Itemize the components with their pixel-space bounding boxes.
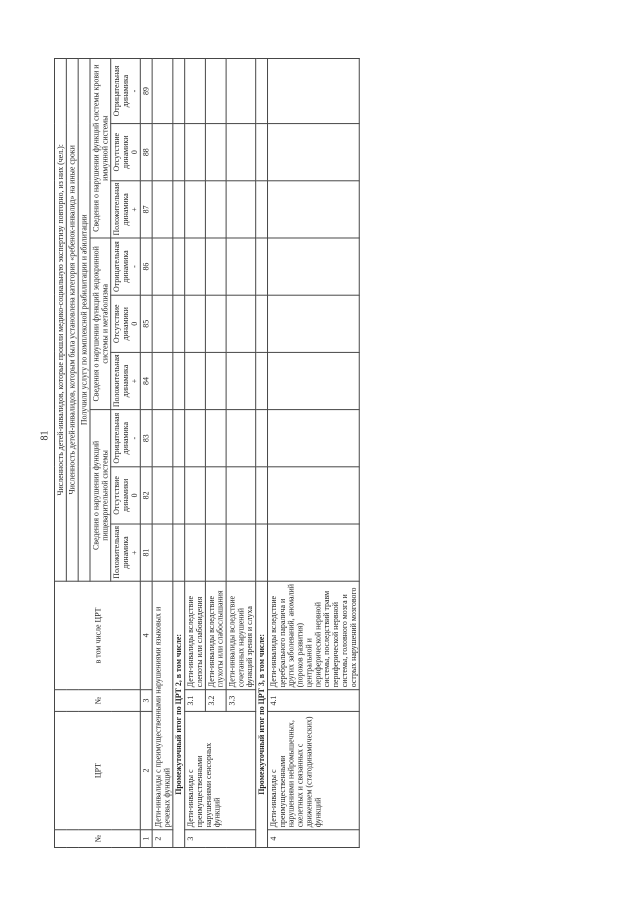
col-number: 3 xyxy=(140,690,152,712)
row-crt: Дети-инвалиды с преимущественными нарушениями языковых и речевых функций xyxy=(152,581,173,830)
none-header xyxy=(111,124,141,181)
table-row xyxy=(185,58,206,847)
col-number: 83 xyxy=(140,410,152,467)
col-number: 86 xyxy=(140,238,152,295)
col-number: 4 xyxy=(140,581,152,689)
neg-header xyxy=(111,58,141,123)
row-no: 2 xyxy=(152,830,173,848)
sub-no: 3.1 xyxy=(185,690,206,712)
none-label: Отсутствие динамики xyxy=(112,132,130,172)
col-crt-header: ЦРТ xyxy=(54,711,140,829)
neg-sign: - xyxy=(129,436,139,440)
none-label: Отсутствие динамики xyxy=(112,304,130,344)
pos-sign: + xyxy=(129,207,139,212)
table-row xyxy=(268,58,360,847)
rotated-table xyxy=(54,59,358,848)
subtotal-label: Промежуточный итог по ЦРТ 2, в том числе: xyxy=(173,581,185,847)
col-number: 87 xyxy=(140,181,152,238)
pos-label: Положительная динамика xyxy=(112,354,130,408)
subtotal-row xyxy=(173,58,185,847)
page-number: 81 xyxy=(39,430,51,441)
row-no: 4 xyxy=(268,830,360,848)
none-sign: 0 xyxy=(129,493,139,498)
neg-label: Отрицательная динамика xyxy=(112,241,130,292)
pos-header xyxy=(111,181,141,238)
col-sub-crt-header: в том числе ЦРТ xyxy=(54,581,140,689)
column-number-row xyxy=(140,58,152,847)
col-number: 84 xyxy=(140,352,152,409)
group-blood: Сведения о нарушении функций системы крови и иммунной системы xyxy=(90,58,111,238)
pos-header xyxy=(111,524,141,581)
sub-no: 3.2 xyxy=(205,690,226,712)
neg-label: Отрицательная динамика xyxy=(112,65,130,117)
sub-no: 3.3 xyxy=(226,690,256,712)
col-number: 2 xyxy=(140,711,152,829)
sub-no: 4.1 xyxy=(268,690,360,712)
col-sub-no-header: № xyxy=(54,690,140,712)
table-row xyxy=(152,58,173,847)
sub-crt: Дети-инвалиды вследствие глухоты или слабослышания xyxy=(205,581,226,689)
col-number: 89 xyxy=(140,58,152,123)
neg-label: Отрицательная динамика xyxy=(112,412,130,464)
none-sign: 0 xyxy=(129,150,139,155)
neg-sign: - xyxy=(129,265,139,268)
pos-label: Положительная динамика xyxy=(112,525,130,579)
rehab-table xyxy=(54,58,360,848)
col-number: 88 xyxy=(140,124,152,181)
row-crt: Дети-инвалиды с преимущественными нарушениями нейромышечных, скелетных и связанных с движением (статодинамических) функций xyxy=(268,711,360,829)
pos-header xyxy=(111,352,141,409)
col-number: 82 xyxy=(140,467,152,524)
subtotal-label: Промежуточный итог по ЦРТ 3, в том числе: xyxy=(256,581,268,847)
neg-sign: - xyxy=(129,89,139,93)
none-label: Отсутствие динамики xyxy=(112,476,130,515)
col-no-header: № xyxy=(54,830,140,848)
pos-sign: + xyxy=(129,378,139,384)
none-sign: 0 xyxy=(129,321,139,326)
pos-sign: + xyxy=(129,550,139,555)
row-crt: Дети-инвалиды с преимущественными нарушениями сенсорных функций xyxy=(185,711,256,829)
sub-crt: Дети-инвалиды вследствие слепоты или слабовидения xyxy=(185,581,206,689)
sub-crt: Дети-инвалиды вследствие сочетанных нарушений функций зрения и слуха xyxy=(226,581,256,689)
neg-header xyxy=(111,238,141,295)
sub-crt: Дети-инвалиды вследствие церебрального паралича и других заболеваний, аномалий (пороков развития) центральной и периферической нервной системы, последствий травм периферической нервной системы, головного мозга и острых нарушений мозгового xyxy=(268,581,360,689)
col-number: 81 xyxy=(140,524,152,581)
top-header-3: Получили услугу по комплексной реабилитации и абилитации xyxy=(78,58,90,581)
rotated-table-wrapper xyxy=(54,58,360,848)
top-header-2: Численность детей-инвалидов, которым была установлена категория «ребенок-инвалид» на иные сроки xyxy=(66,58,78,581)
group-endocrine: Сведения о нарушении функций эндокринной системы и метаболизма xyxy=(90,238,111,410)
top-header-1: Численность детей-инвалидов, которые прошли медико-социальную экспертизу повторно, из них (чел.): xyxy=(54,58,66,581)
group-digestive: Сведения о нарушении функций пищеварительной системы xyxy=(90,410,111,582)
col-number: 85 xyxy=(140,295,152,352)
col-number: 1 xyxy=(140,830,152,848)
none-header xyxy=(111,295,141,352)
neg-header xyxy=(111,410,141,467)
none-header xyxy=(111,467,141,524)
row-no: 3 xyxy=(185,830,256,848)
pos-label: Положительная динамика xyxy=(112,182,130,236)
subtotal-row xyxy=(256,58,268,847)
